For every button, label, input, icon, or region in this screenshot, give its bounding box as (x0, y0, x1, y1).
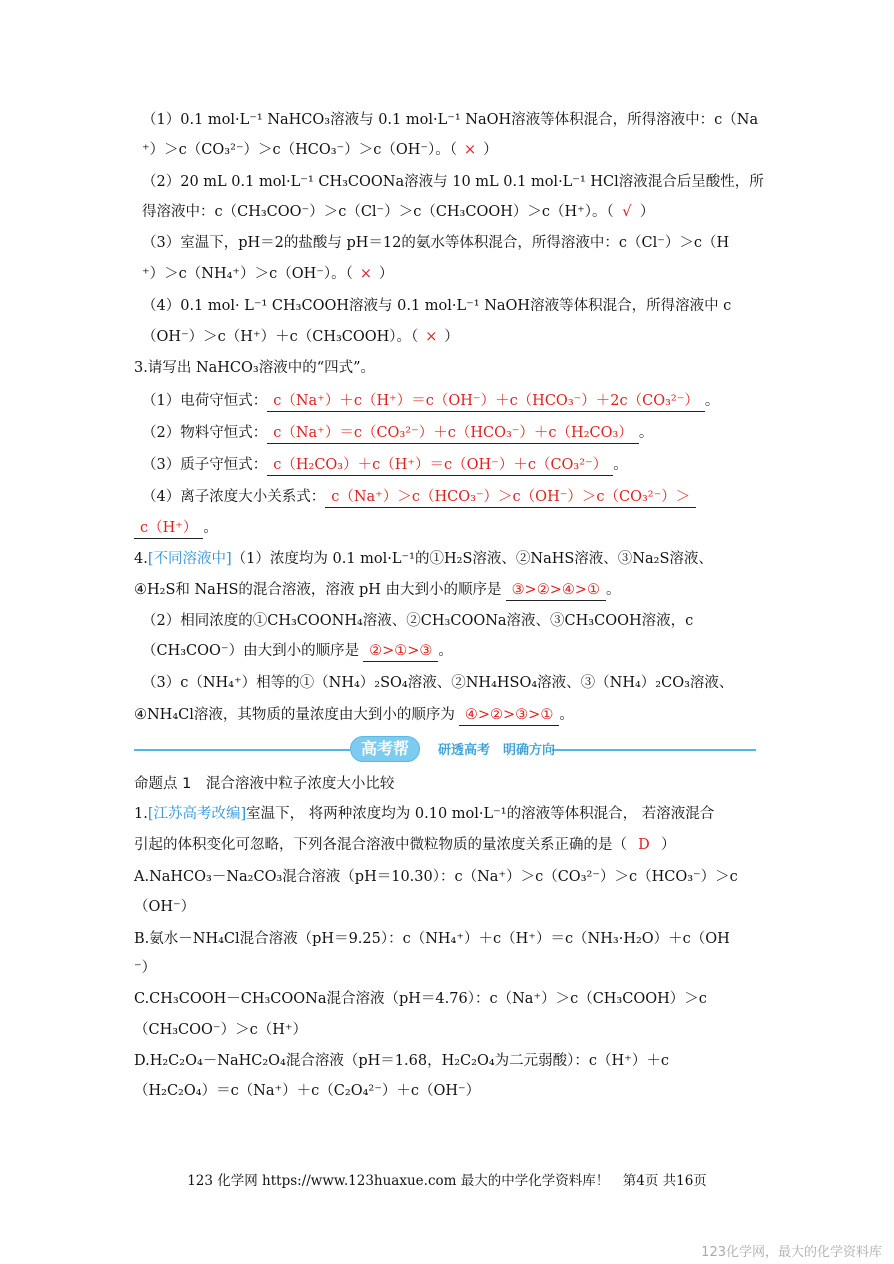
q2-close: ） (639, 204, 655, 220)
q3-close: ） (378, 266, 394, 282)
page-footer: 123 化学网 https://www.123huaxue.com 最大的中学化学资料库！ 第4页 共16页 (187, 1173, 707, 1189)
mingti-q-line1 (134, 804, 714, 824)
sec4-p1-line2 (134, 580, 621, 601)
sec3-item-4-cont (134, 518, 218, 539)
banner-line-right (552, 749, 756, 751)
q2-text: 得溶液中：c（CH₃COO⁻）＞c（Cl⁻）＞c（CH₃COOH）＞c（H⁺）。（ (142, 204, 614, 220)
sec4-p1-period: 。 (606, 582, 621, 598)
q1-close: ） (483, 142, 498, 158)
option-a-line2: （OH⁻） (134, 899, 196, 915)
mingti-q-close: ） (661, 837, 676, 853)
sec3-item-4-label: （4）离子浓度大小关系式： (142, 489, 326, 505)
sec4-p2-answer: ②>①>③ (363, 641, 438, 662)
q4-mark: × (425, 329, 438, 345)
mingti-q-prefix: 1. (134, 806, 148, 822)
sec4-p2-text2: （CH₃COO⁻）由大到小的顺序是 (142, 643, 360, 659)
banner-title (350, 736, 556, 762)
gaokaobang-banner (134, 736, 756, 764)
watermark: 123化学网，最大的化学资料库 (701, 1245, 882, 1260)
sec4-p2-line2 (142, 641, 453, 662)
q2-mark: √ (622, 204, 632, 220)
mingti-q-tag: [江苏高考改编] (147, 806, 247, 822)
sec3-item-4-end: 。 (203, 520, 218, 536)
q1-mark: × (463, 142, 477, 158)
q3-text: ⁺）＞c（NH₄⁺）＞c（OH⁻）。（ (142, 266, 353, 282)
sec3-item-1-label: （1）电荷守恒式： (142, 393, 268, 409)
sec4-p3-line1: （3）c（NH₄⁺）相等的①（NH₄）₂SO₄溶液、②NH₄HSO₄溶液、③（NH₄）₂CO₃溶液、 (142, 675, 734, 691)
q3-line2 (142, 264, 393, 284)
sec3-item-4-answer: c（Na⁺）＞c（HCO₃⁻）＞c（OH⁻）＞c（CO₃²⁻）＞ (325, 487, 696, 508)
sec4-p3-line2 (134, 705, 574, 726)
sec3-title: 3.请写出 NaHCO₃溶液中的“四式”。 (134, 360, 376, 376)
sec4-tag: [不同溶液中] (147, 551, 232, 567)
q2-line2 (142, 202, 654, 222)
sec3-item-2 (142, 423, 653, 444)
q1-line2 (142, 140, 498, 160)
sec3-item-3-label: （3）质子守恒式： (142, 457, 268, 473)
q1-text: ⁺）＞c（CO₃²⁻）＞c（HCO₃⁻）＞c（OH⁻）。（ (142, 142, 458, 158)
mingti-q-text1: 室温下， 将两种浓度均为 0.10 mol·L⁻¹的溶液等体积混合， 若溶液混合 (246, 806, 715, 822)
q4-text: （OH⁻）＞c（H⁺）＋c（CH₃COOH）。（ (142, 329, 419, 345)
sec3-item-1-answer: c（Na⁺）＋c（H⁺）＝c（OH⁻）＋c（HCO₃⁻）＋2c（CO₃²⁻） (267, 391, 705, 412)
mingti-q-text2: 引起的体积变化可忽略，下列各混合溶液中微粒物质的量浓度关系正确的是（ (134, 837, 627, 853)
q3-mark: × (359, 266, 372, 282)
q3-line1: （3）室温下，pH＝2的盐酸与 pH＝12的氨水等体积混合，所得溶液中：c（Cl⁻）＞c（H (142, 235, 730, 251)
sec3-item-3-end: 。 (613, 457, 628, 473)
banner-line-left (134, 749, 350, 751)
q2-line1: （2）20 mL 0.1 mol·L⁻¹ CH₃COONa溶液与 10 mL 0.1 mol·L⁻¹ HCl溶液混合后呈酸性，所 (142, 174, 764, 190)
mingti-q-answer: D (638, 837, 650, 853)
sec4-p2-period: 。 (438, 643, 453, 659)
mingti-q-line2 (134, 835, 676, 855)
sec4-p1-answer: ③>②>④>① (506, 580, 606, 601)
sec4-p3-period: 。 (559, 707, 574, 723)
sec4-p1-line1 (134, 549, 713, 569)
sec3-item-1 (142, 391, 719, 412)
sec4-p2-line1: （2）相同浓度的①CH₃COONH₄溶液、②CH₃COONa溶液、③CH₃COOH溶液，c (142, 613, 694, 629)
banner-slogan: 研透高考 明确方向 (438, 743, 556, 758)
option-c-line2: （CH₃COO⁻）＞c（H⁺） (134, 1022, 307, 1038)
sec4-p3-answer: ④>②>③>① (459, 705, 559, 726)
option-c-line1: C.CH₃COOH－CH₃COONa混合溶液（pH＝4.76）：c（Na⁺）＞c（CH₃COOH）＞c (134, 991, 707, 1007)
option-d-line2: （H₂C₂O₄）＝c（Na⁺）＋c（C₂O₄²⁻）＋c（OH⁻） (134, 1083, 481, 1099)
sec3-item-4 (142, 487, 696, 508)
sec3-item-4-answer-cont: c（H⁺） (134, 518, 203, 539)
sec4-p1-text: （1）浓度均为 0.1 mol·L⁻¹的①H₂S溶液、②NaHS溶液、③Na₂S溶液、 (231, 551, 713, 567)
q4-line1: （4）0.1 mol· L⁻¹ CH₃COOH溶液与 0.1 mol·L⁻¹ NaOH溶液等体积混合，所得溶液中 c (142, 298, 732, 314)
q4-line2 (142, 327, 459, 347)
q1-line1: （1）0.1 mol·L⁻¹ NaHCO₃溶液与 0.1 mol·L⁻¹ NaOH溶液等体积混合，所得溶液中：c（Na (142, 112, 759, 128)
sec4-p1-text2: ④H₂S和 NaHS的混合溶液，溶液 pH 由大到小的顺序是 (134, 582, 502, 598)
banner-badge: 高考帮 (350, 736, 420, 762)
option-b-line1: B.氨水－NH₄Cl混合溶液（pH＝9.25）：c（NH₄⁺）＋c（H⁺）＝c（NH₃·H₂O）＋c（OH (134, 931, 730, 947)
mingti-title: 命题点 1 混合溶液中粒子浓度大小比较 (134, 776, 395, 792)
sec4-p3-text2: ④NH₄Cl溶液，其物质的量浓度由大到小的顺序为 (134, 707, 455, 723)
sec3-item-2-end: 。 (638, 425, 654, 441)
sec4-prefix: 4. (134, 551, 148, 567)
sec3-item-2-label: （2）物料守恒式： (142, 425, 268, 441)
sec3-item-3-answer: c（H₂CO₃）＋c（H⁺）＝c（OH⁻）＋c（CO₃²⁻） (267, 455, 613, 476)
option-b-line2: ⁻） (134, 960, 157, 976)
sec3-item-1-end: 。 (704, 393, 720, 409)
q4-close: ） (444, 329, 459, 345)
sec3-item-2-answer: c（Na⁺）＝c（CO₃²⁻）＋c（HCO₃⁻）＋c（H₂CO₃） (267, 423, 639, 444)
sec3-item-3 (142, 455, 628, 476)
option-a-line1: A.NaHCO₃－Na₂CO₃混合溶液（pH＝10.30）：c（Na⁺）＞c（CO₃²⁻）＞c（HCO₃⁻）＞c (134, 869, 738, 885)
option-d-line1: D.H₂C₂O₄－NaHC₂O₄混合溶液（pH＝1.68，H₂C₂O₄为二元弱酸）：c（H⁺）＋c (134, 1053, 669, 1069)
